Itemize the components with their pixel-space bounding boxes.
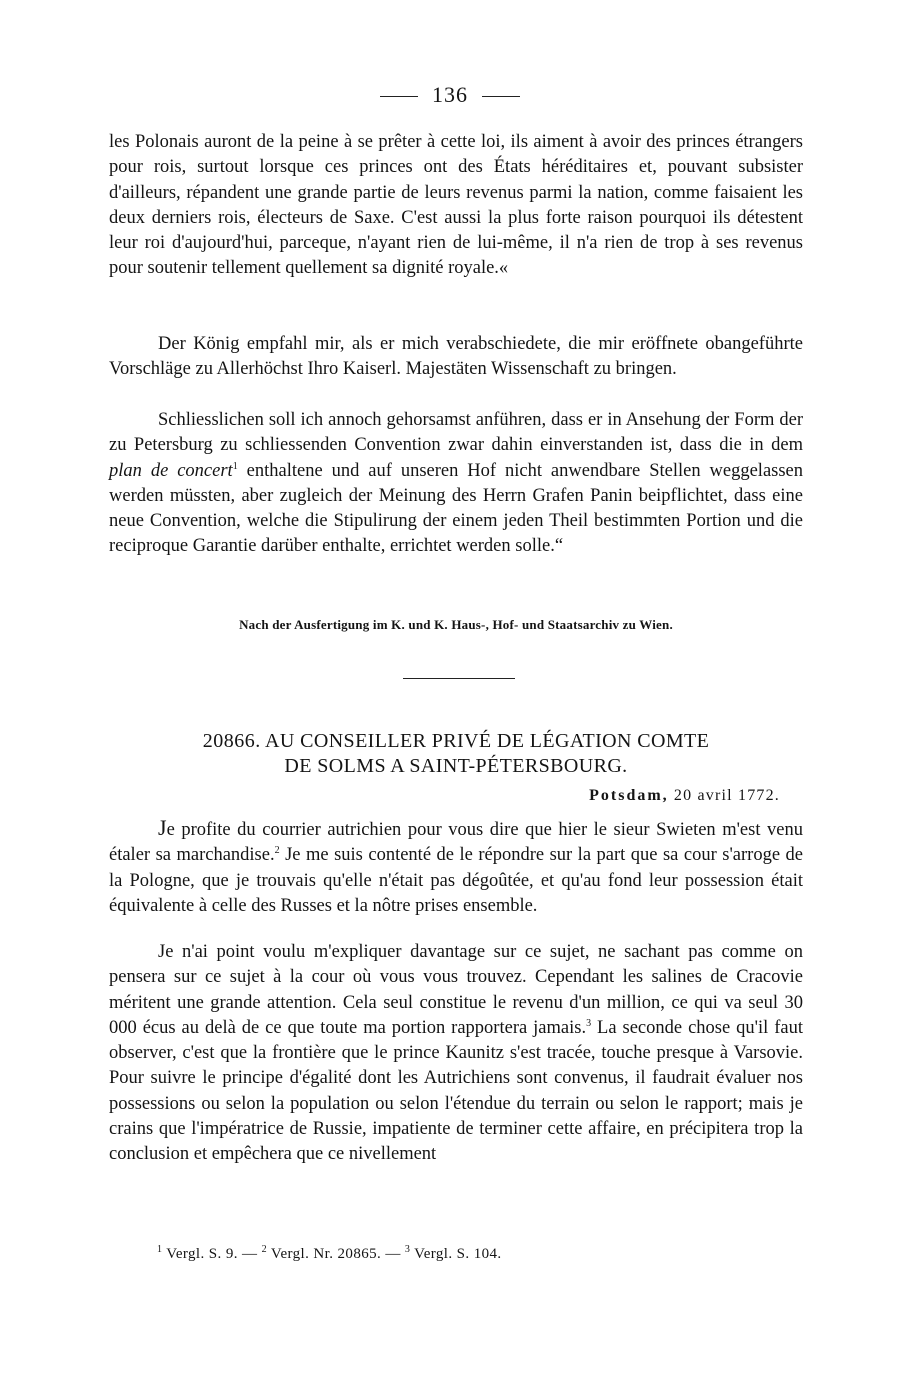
archive-source-note: Nach der Ausfertigung im K. und K. Haus-, Hof- und Staatsarchiv zu Wien. bbox=[239, 617, 673, 632]
footnote-3: Vergl. S. 104. bbox=[410, 1246, 502, 1262]
footnote-1: Vergl. S. 9. — bbox=[162, 1246, 262, 1262]
letter-place: Potsdam, bbox=[589, 787, 669, 804]
letter-dropcap: J bbox=[158, 815, 167, 840]
section-separator-rule bbox=[403, 678, 515, 679]
letter-paragraph-1 bbox=[109, 815, 803, 919]
letter-heading-title-1: AU CONSEILLER PRIVÉ DE LÉGATION COMTE bbox=[265, 730, 710, 752]
footnote-mark-2: 2 bbox=[261, 1244, 268, 1255]
letter-paragraph-1-part-a: e profite du courrier autrichien pour vous dire que hier le sieur Swieten m'est venu étaler sa marchandise. bbox=[109, 820, 803, 866]
footnote-ref-2: 2 bbox=[274, 845, 280, 857]
page-number-dash-left bbox=[380, 96, 418, 97]
letter-paragraph-2-part-a: Je n'ai point voulu m'expliquer davantage sur ce sujet, ne sachant pas comme on pensera sur ce sujet à la cour où vous vous trouvez. Cependant les salines de Cracovie méritent une grande attention. Cela seul constitue le revenu d'un million, ce qui va seul 30 000 écus au delà de ce que toute ma portion rapportera jamais. bbox=[109, 942, 803, 1038]
paragraph-koenig: Der König empfahl mir, als er mich verabschiedete, die mir eröffnete obangeführte Vorschläge zu Allerhöchst Ihro Kaiserl. Majestäten Wissenschaft zu bringen. bbox=[109, 334, 803, 380]
footnotes bbox=[157, 1246, 817, 1263]
letter-paragraph-1-part-b: Je me suis contenté de le répondre sur la part que sa cour s'arroge de la Pologne, que je trouvais qu'elle n'était pas dégoûtée, et qu'au fond leur possession était équivalente à celle des Russes et la nôtre prises ensemble. bbox=[109, 845, 803, 916]
paragraph-convention bbox=[109, 408, 803, 560]
footnote-ref-3: 3 bbox=[586, 1017, 592, 1029]
page-number bbox=[0, 82, 900, 108]
letter-heading bbox=[109, 729, 803, 779]
footnote-2: Vergl. Nr. 20865. — bbox=[267, 1246, 405, 1262]
footnote-mark-3: 3 bbox=[404, 1244, 411, 1255]
footnote-mark-1: 1 bbox=[157, 1244, 163, 1255]
letter-paragraph-2 bbox=[109, 940, 803, 1168]
plan-de-concert-italic: plan de concert bbox=[109, 460, 233, 481]
letter-number: 20866. bbox=[202, 730, 261, 752]
letter-heading-line2: DE SOLMS A SAINT-PÉTERSBOURG. bbox=[284, 755, 628, 777]
page-number-dash-right bbox=[482, 96, 520, 97]
footnote-ref-1: 1 bbox=[232, 460, 238, 472]
letter-paragraph-2-part-b: La seconde chose qu'il faut observer, c'est que la frontière que le prince Kaunitz s'est tracée, touche presque à Varsovie. Pour suivre le principe d'égalité dont les Autrichiens sont convenus, il faudrait évaluer nos possessions ou selon la population ou selon l'étendue du terrain ou selon le rapport; mais je crains que l'impératrice de Russie, impatiente de terminer cette affaire, en précipitera trop la conclusion et empêchera que ce nivellement bbox=[109, 1017, 803, 1165]
paragraph-french-quote: les Polonais auront de la peine à se prêter à cette loi, ils aiment à avoir des princes étrangers pour rois, surtout lorsque ces princes ont des États héréditaires et, pouvant subsister d'ailleurs, répandent une grande partie de leurs revenus parmi la nation, comme faisaient les deux derniers rois, électeurs de Saxe. C'est aussi la plus forte raison pourquoi ils détestent leur roi d'aujourd'hui, parceque, n'ayant rien de lui-même, il n'a rien de trop à ses revenus pour soutenir tellement quellement sa dignité royale.« bbox=[109, 132, 803, 279]
letter-date: 20 avril 1772. bbox=[673, 787, 780, 804]
letter-dateline bbox=[589, 787, 780, 805]
page-number-text: 136 bbox=[432, 82, 468, 107]
paragraph-convention-part-a: Schliesslichen soll ich annoch gehorsamst anführen, dass er in Ansehung der Form der zu Petersburg zu schliessenden Convention zwar dahin einverstanden ist, dass die in dem bbox=[109, 410, 803, 456]
paragraph-convention-part-b: enthaltene und auf unseren Hof nicht anwendbare Stellen weggelassen werden müssten, aber zugleich der Meinung des Herrn Grafen Panin beipflichtet, dass eine neue Convention, welche die Stipulirung der einem jeden Theil bestimmten Portion und die reciproque Garantie darüber enthalte, errichtet werden solle.“ bbox=[109, 460, 804, 557]
letter-heading-line1 bbox=[109, 729, 803, 754]
